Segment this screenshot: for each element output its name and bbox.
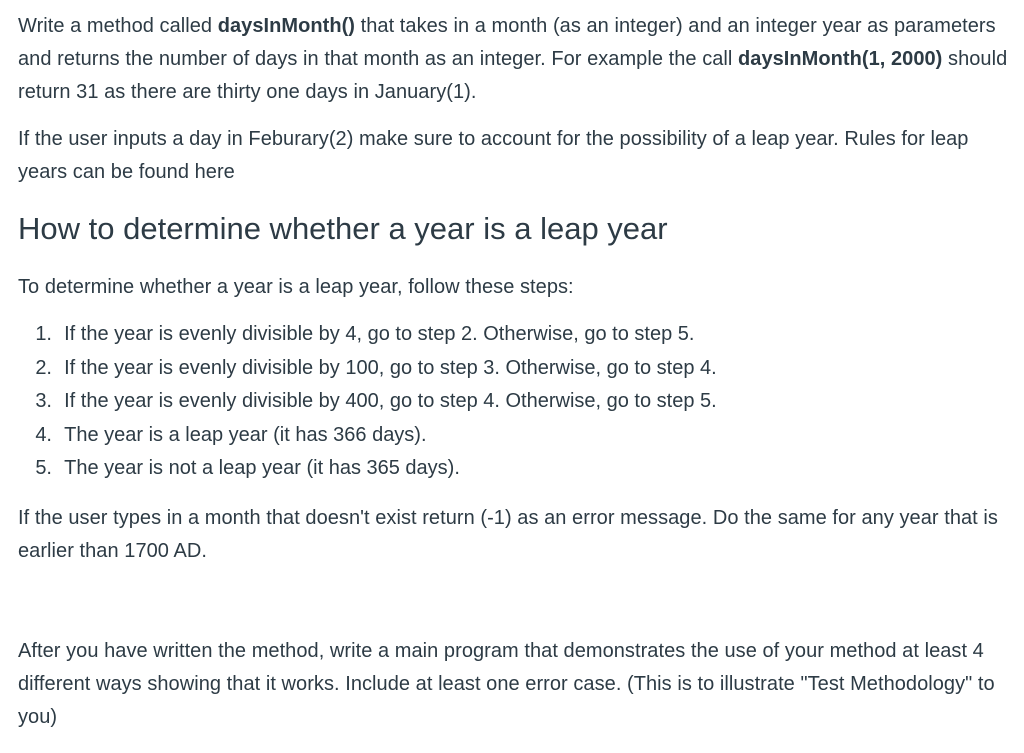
step-text: The year is a leap year (it has 366 days). bbox=[64, 423, 427, 446]
intro-text-3: should return 31 as there are thirty one days in January(1). bbox=[18, 48, 1008, 103]
step-number: 5. bbox=[35, 457, 52, 479]
step-text: If the year is evenly divisible by 400, go to step 4. Otherwise, go to step 5. bbox=[64, 390, 717, 412]
leap-year-paragraph: If the user inputs a day in Feburary(2) make sure to account for the possibility of a leap year. Rules for leap years can be found here bbox=[18, 128, 969, 183]
steps-intro: To determine whether a year is a leap year, follow these steps: bbox=[18, 276, 574, 298]
section-heading: How to determine whether a year is a leap year bbox=[18, 211, 668, 246]
intro-text-2: that takes in a month (as an integer) and an integer year as parameters and returns the number of days in that month as an integer. For example the call bbox=[18, 15, 996, 70]
step-number: 4. bbox=[35, 423, 52, 446]
list-item bbox=[18, 452, 1020, 486]
step-text: If the year is evenly divisible by 4, go to step 2. Otherwise, go to step 5. bbox=[64, 323, 695, 345]
list-item bbox=[18, 385, 1020, 419]
main-program-paragraph: After you have written the method, write a main program that demonstrates the use of your method at least 4 different ways showing that it works. Include at least one error case. (This is to illustrate "Test Methodology" to you) bbox=[18, 639, 995, 728]
step-text: The year is not a leap year (it has 365 days). bbox=[64, 457, 460, 479]
intro-text-1: Write a method called bbox=[18, 15, 218, 37]
list-item bbox=[18, 419, 1020, 453]
step-number: 1. bbox=[35, 323, 52, 345]
steps-list bbox=[18, 318, 1020, 486]
example-call: daysInMonth(1, 2000) bbox=[738, 48, 943, 70]
step-number: 3. bbox=[35, 390, 52, 412]
step-number: 2. bbox=[35, 356, 52, 379]
list-item bbox=[18, 318, 1020, 352]
intro-paragraph bbox=[18, 10, 1020, 109]
step-text: If the year is evenly divisible by 100, go to step 3. Otherwise, go to step 4. bbox=[64, 356, 717, 379]
method-name: daysInMonth() bbox=[217, 15, 356, 37]
error-paragraph: If the user types in a month that doesn't exist return (-1) as an error message. Do the same for any year that is earlier than 1700 AD. bbox=[18, 506, 998, 562]
list-item bbox=[18, 352, 1020, 386]
